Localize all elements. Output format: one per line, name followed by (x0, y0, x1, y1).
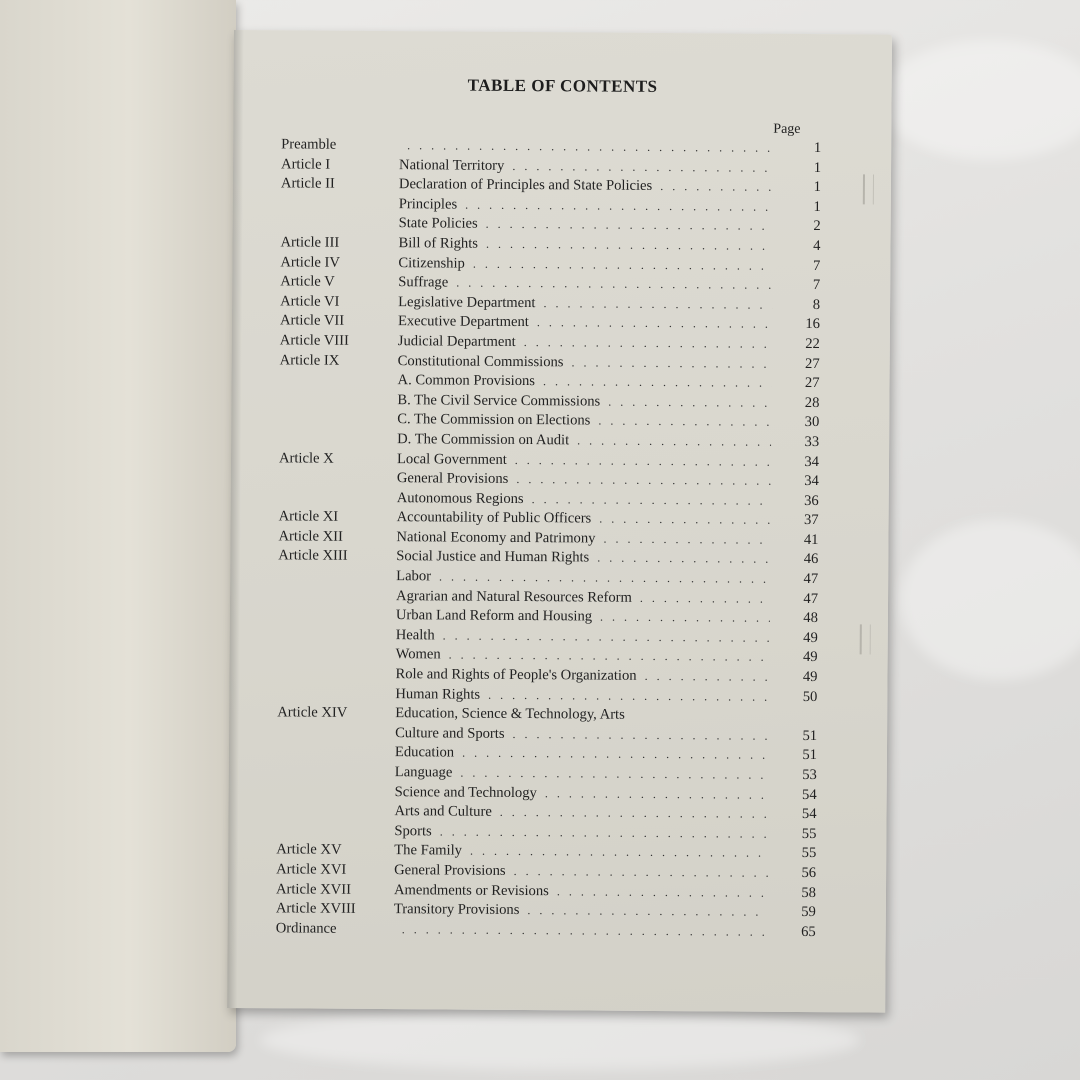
toc-page-number: 53 (802, 766, 817, 784)
toc-page-number: 22 (805, 335, 820, 353)
toc-page-number: 55 (801, 845, 817, 862)
toc-page-number: 7 (812, 277, 821, 294)
toc-dot-leader (543, 374, 772, 391)
toc-dot-leader (537, 315, 772, 332)
toc-page-number: 54 (802, 786, 817, 803)
toc-dot-leader (407, 138, 773, 156)
toc-article-label (279, 403, 397, 404)
toc-section-title: Judicial Department (397, 333, 516, 350)
toc-article-label (277, 795, 395, 796)
toc-section-title: National Territory (399, 156, 505, 174)
staple-bottom (860, 624, 871, 654)
toc-section-title: Principles (398, 195, 458, 213)
toc-page-number: 46 (803, 551, 819, 568)
toc-page-number: 1 (813, 179, 821, 196)
toc-section-title: Social Justice and Human Rights (396, 548, 590, 566)
toc-article-label: Article XV (276, 841, 342, 859)
toc-article-label (281, 207, 399, 208)
toc-article-label (277, 815, 395, 816)
toc-section-title: C. The Commission on Elections (397, 411, 591, 429)
toc-article-label: Ordinance (275, 920, 337, 937)
toc-section-title: Labor (396, 568, 432, 585)
toc-page-number: 49 (802, 649, 818, 666)
toc-page-number: 8 (812, 296, 821, 313)
toc-article-label (278, 599, 396, 600)
toc-page-number: 4 (813, 238, 821, 255)
toc-article-label (280, 383, 398, 384)
toc-page-number: 16 (805, 316, 821, 333)
toc-article-label (279, 481, 397, 482)
toc-dot-leader (488, 687, 769, 704)
toc-page-number: 54 (801, 806, 817, 823)
toc-page-number: 1 (813, 140, 822, 157)
toc-section-title: General Provisions (396, 470, 509, 488)
toc-section-title: Citizenship (398, 254, 465, 272)
toc-article-label (278, 619, 396, 620)
toc-dot-leader (597, 551, 770, 567)
toc-page-number: 58 (801, 884, 817, 901)
toc-section-title: Transitory Provisions (393, 901, 520, 919)
toc-dot-leader (532, 492, 771, 509)
toc-article-label: Article XI (278, 508, 339, 526)
toc-section-title: Culture and Sports (395, 724, 505, 742)
toc-page-number: 51 (802, 747, 818, 764)
toc-article-label (277, 677, 395, 678)
toc-dot-leader (449, 648, 770, 665)
toc-article-label (279, 501, 397, 502)
toc-article-label: Article IX (279, 351, 340, 369)
toc-page-number: 47 (803, 571, 819, 588)
toc-entry (276, 920, 816, 943)
toc-dot-leader (608, 394, 771, 410)
toc-page-number: 36 (804, 492, 819, 509)
toc-page-number: 1 (813, 198, 821, 215)
toc-page-number: 1 (813, 159, 822, 176)
toc-article-label (279, 442, 397, 443)
toc-dot-leader (640, 591, 770, 607)
toc-section-title: A. Common Provisions (397, 372, 536, 390)
toc-page-number: 41 (803, 531, 819, 548)
toc-section-title: Education (394, 744, 455, 761)
toc-page-number: 55 (801, 825, 817, 842)
toc-page-number: 49 (803, 629, 818, 646)
toc-dot-leader (460, 766, 769, 783)
toc-article-label (277, 775, 395, 776)
toc-article-label: Article IV (280, 253, 341, 271)
toc-article-label: Article VI (280, 293, 340, 310)
toc-dot-leader (512, 727, 769, 744)
toc-section-title: Arts and Culture (394, 803, 492, 821)
toc-dot-leader (470, 844, 768, 861)
toc-section-title: Executive Department (397, 313, 529, 331)
toc-page-number: 59 (801, 904, 816, 921)
toc-page-number: 51 (802, 727, 818, 744)
toc-section-title: Health (395, 626, 435, 644)
toc-article-label: Article VIII (279, 332, 349, 349)
toc-dot-leader (500, 805, 769, 822)
page-column-label: Page (773, 121, 801, 137)
toc-dot-leader (473, 256, 773, 273)
staple-top (863, 174, 874, 204)
toc-article-label: Article XVIII (275, 900, 356, 918)
toc-section-title: General Provisions (394, 862, 506, 879)
toc-section-title: The Family (394, 842, 463, 859)
toc-page-number: 49 (802, 669, 818, 686)
toc-dot-leader (462, 746, 769, 763)
toc-page-number: 7 (813, 257, 821, 274)
toc-dot-leader (527, 903, 768, 920)
toc-dot-leader (465, 197, 773, 214)
toc-article-label (278, 638, 396, 639)
toc-dot-leader (514, 864, 769, 881)
toc-section-title: National Economy and Patrimony (396, 529, 596, 547)
toc-dot-leader (599, 512, 770, 528)
toc-dot-leader (577, 433, 771, 449)
toc-page-number: 27 (804, 375, 820, 392)
toc-article-label: Article XVI (276, 861, 347, 878)
toc-article-label: Article II (280, 175, 335, 192)
toc-section-title: State Policies (398, 215, 478, 233)
toc-article-label: Article XII (278, 528, 343, 545)
toc-dot-leader (440, 824, 769, 841)
bleed-through-text (67, 405, 147, 435)
toc-section-title: Accountability of Public Officers (396, 509, 592, 527)
toc-dot-leader (545, 786, 769, 803)
toc-list (276, 136, 822, 943)
toc-dot-leader (486, 217, 773, 234)
toc-dot-leader (402, 922, 768, 940)
toc-page-number: 30 (804, 414, 820, 431)
toc-section-title: Constitutional Commissions (397, 352, 564, 370)
toc-article-label: Article X (278, 449, 334, 467)
toc-article-label: Article XIII (278, 547, 348, 565)
toc-page-number: 65 (801, 923, 816, 940)
toc-page-number: 48 (803, 610, 818, 627)
toc-article-label (277, 697, 395, 698)
toc-page-number: 47 (803, 590, 819, 607)
toc-dot-leader (603, 531, 770, 547)
toc-article-label: Preamble (281, 136, 337, 153)
toc-dot-leader (598, 414, 771, 430)
toc-dot-leader (524, 335, 772, 352)
toc-article-label: Article XVII (275, 880, 352, 898)
toc-page-number: 33 (804, 433, 820, 451)
toc-article-label: Article XIV (277, 704, 348, 722)
toc-article-label (281, 227, 399, 228)
toc-page (227, 30, 892, 1013)
toc-dot-leader (660, 179, 773, 195)
toc-page-number: 34 (804, 453, 820, 470)
toc-page-number: 27 (805, 355, 820, 372)
toc-section-title: Sports (394, 822, 432, 840)
toc-section-title: Women (395, 646, 441, 663)
toc-dot-leader (439, 570, 770, 587)
toc-section-title: Declaration of Principles and State Policies (398, 176, 653, 195)
toc-article-label: Article III (280, 234, 340, 251)
toc-article-label (277, 736, 395, 737)
toc-section-title: Bill of Rights (398, 235, 479, 252)
toc-section-title: D. The Commission on Audit (397, 431, 570, 449)
toc-section-title: Legislative Department (398, 293, 536, 311)
toc-page-number: 56 (801, 864, 817, 882)
toc-page-number: 50 (802, 688, 818, 705)
toc-dot-leader (486, 237, 773, 254)
page-title: TABLE OF CONTENTS (467, 75, 658, 96)
toc-section-title: Agrarian and Natural Resources Reform (395, 587, 632, 606)
toc-section-title: Role and Rights of People's Organization (395, 666, 637, 684)
toc-section-title: Suffrage (398, 274, 449, 291)
toc-section-title: Human Rights (395, 685, 481, 703)
toc-dot-leader (645, 669, 770, 685)
toc-dot-leader (515, 452, 771, 469)
toc-article-label (277, 756, 395, 757)
toc-dot-leader (557, 884, 768, 900)
toc-section-title: Amendments or Revisions (393, 881, 549, 899)
toc-page-number: 2 (813, 218, 821, 235)
toc-dot-leader (456, 276, 772, 293)
toc-dot-leader (512, 159, 773, 176)
toc-section-title: Education, Science & Technology, Arts (395, 705, 625, 723)
toc-section-title: B. The Civil Service Commissions (397, 391, 601, 410)
toc-article-label (278, 658, 396, 659)
toc-dot-leader (571, 355, 771, 371)
toc-section-title: Science and Technology (394, 783, 537, 801)
toc-section-title: Language (394, 764, 453, 781)
toc-article-label: Article VII (279, 312, 345, 330)
toc-dot-leader (543, 296, 772, 313)
toc-dot-leader (443, 628, 770, 645)
toc-dot-leader (516, 472, 771, 489)
toc-section-title: Local Government (396, 450, 507, 468)
toc-page-number: 37 (803, 512, 819, 529)
toc-section-title: Autonomous Regions (396, 489, 524, 507)
toc-article-label (279, 423, 397, 424)
toc-article-label (278, 579, 396, 580)
toc-article-label: Article I (281, 155, 331, 173)
toc-dot-leader (600, 610, 770, 626)
toc-page-number: 34 (804, 473, 819, 490)
left-page (0, 0, 236, 1052)
toc-section-title: Urban Land Reform and Housing (395, 607, 593, 625)
toc-article-label (276, 834, 394, 835)
toc-page-number: 28 (804, 394, 820, 411)
toc-article-label: Article V (280, 273, 335, 290)
